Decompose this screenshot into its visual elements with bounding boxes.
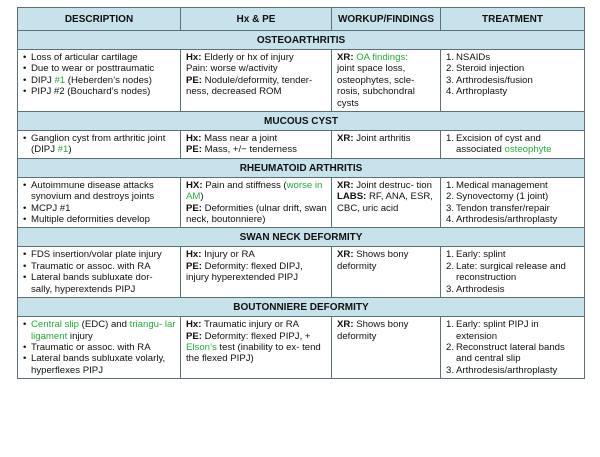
cell-text: Elderly or hx of injury <box>201 52 294 63</box>
cell-text: PIPJ #2 (Bouchard’s nodes) <box>31 86 151 98</box>
list-item <box>186 331 327 365</box>
cell-text: Early: splint <box>456 249 506 261</box>
cell-text: Arthroplasty <box>456 86 508 98</box>
cell-text: Arthrodesis <box>456 283 505 295</box>
hx-pe-cell <box>181 247 332 298</box>
highlight-text: osteophyte <box>504 144 552 156</box>
highlight-text: #1 <box>54 74 66 86</box>
text-block <box>186 249 327 283</box>
cell-text: Shows bony deformity <box>337 249 409 272</box>
cell-text: ) <box>200 191 204 203</box>
table-row <box>18 177 585 228</box>
text-block <box>186 52 327 98</box>
cell-text: Late: surgical release and reconstruction <box>456 260 566 284</box>
bullet-list <box>23 180 176 226</box>
cell-text: ) <box>68 144 72 156</box>
list-item <box>446 202 580 214</box>
text-block <box>186 319 327 365</box>
item-number: 1. <box>446 52 455 63</box>
cell-text: NSAIDs <box>456 52 491 63</box>
workup-cell <box>332 50 441 112</box>
cell-text: FDS insertion/volar plate injury <box>31 249 162 261</box>
field-label: PE: <box>186 144 202 156</box>
list-item <box>31 203 176 214</box>
list-item <box>337 133 436 144</box>
text-block <box>186 180 327 226</box>
field-label: Hx: <box>186 52 202 63</box>
cell-text: Synovectomy (1 joint) <box>456 191 549 203</box>
list-item <box>31 272 176 295</box>
text-block <box>186 133 327 156</box>
description-cell <box>18 50 181 112</box>
cell-text: Arthrodesis/fusion <box>456 74 533 86</box>
list-item <box>31 75 176 86</box>
field-label: Hx: <box>186 249 202 261</box>
text-block <box>337 180 436 214</box>
list-item <box>446 191 580 203</box>
header-hx-pe: Hx & PE <box>181 8 332 31</box>
header-workup: WORKUP/FINDINGS <box>332 8 441 31</box>
item-number: 1. <box>446 133 455 145</box>
cell-text: RF, ANA, ESR, CBC, uric acid <box>337 191 433 214</box>
list-item <box>186 144 327 155</box>
cell-text: injury <box>67 330 93 342</box>
field-label: XR: <box>337 179 354 191</box>
description-cell <box>18 131 181 159</box>
cell-text: Traumatic or assoc. with RA <box>31 260 151 272</box>
section-header-row <box>18 31 585 50</box>
highlight-text: OA findings: <box>356 52 408 63</box>
cell-text: rosis, subchondral <box>337 86 415 98</box>
list-item <box>337 319 436 342</box>
section-title: OSTEOARTHRITIS <box>18 31 585 50</box>
item-number: 2. <box>446 341 455 353</box>
header-treatment: TREATMENT <box>441 8 585 31</box>
list-item <box>337 52 436 63</box>
cell-text: Shows bony deformity <box>337 319 409 342</box>
list-item <box>31 86 176 97</box>
section-title: MUCOUS CYST <box>18 112 585 131</box>
cell-text: Reconstruct lateral bands and central slip <box>456 341 565 365</box>
list-item <box>186 180 327 203</box>
cell-text: (Heberden’s nodes) <box>65 74 152 86</box>
numbered-list <box>446 249 580 295</box>
cell-text: test (inability to ex- tend the flexed PIPJ) <box>186 341 321 365</box>
highlight-text: Elson’s <box>186 341 217 353</box>
cell-text: Autoimmune disease attacks synovium and destroys joints <box>31 179 155 203</box>
list-item <box>446 249 580 261</box>
cell-text: Lateral bands subluxate dor- sally, hyperextends PIPJ <box>31 272 153 295</box>
list-item <box>446 86 580 98</box>
field-label: XR: <box>337 319 354 331</box>
highlight-text: Central slip <box>31 319 79 331</box>
cell-text: Traumatic or assoc. with RA <box>31 341 151 353</box>
text-block <box>337 133 436 144</box>
numbered-list <box>446 52 580 98</box>
workup-cell <box>332 177 441 228</box>
list-item <box>446 214 580 226</box>
list-item <box>186 319 327 330</box>
header-row <box>18 8 585 31</box>
field-label: XR: <box>337 249 354 261</box>
list-item <box>446 179 580 191</box>
cell-text: Multiple deformities develop <box>31 214 150 226</box>
treatment-cell <box>441 50 585 112</box>
description-cell <box>18 247 181 298</box>
field-label: XR: <box>337 133 354 145</box>
section-title: RHEUMATOID ARTHRITIS <box>18 158 585 177</box>
bullet-list <box>23 249 176 295</box>
description-cell <box>18 177 181 228</box>
list-item <box>446 341 580 365</box>
field-label: Hx: <box>186 133 202 145</box>
item-number: 2. <box>446 260 455 272</box>
list-item <box>31 261 176 272</box>
cell-text: osteophytes, scle- <box>337 74 415 86</box>
table-row <box>18 131 585 159</box>
item-number: 1. <box>446 249 455 261</box>
cell-text: Tendon transfer/repair <box>456 202 550 214</box>
section-header-row <box>18 112 585 131</box>
list-item <box>446 260 580 284</box>
list-item <box>337 98 436 109</box>
highlight-text: triangu- lar ligament <box>31 319 176 342</box>
list-item <box>31 342 176 353</box>
section-header-row <box>18 228 585 247</box>
list-item <box>186 63 327 74</box>
item-number: 3. <box>446 202 455 214</box>
list-item <box>337 249 436 272</box>
list-item <box>446 364 580 376</box>
table-row <box>18 317 585 379</box>
bullet-list <box>23 52 176 98</box>
item-number: 4. <box>446 86 455 98</box>
list-item <box>337 180 436 191</box>
cell-text: DIPJ <box>31 74 55 86</box>
cell-text: Traumatic injury or RA <box>201 319 300 331</box>
item-number: 1. <box>446 319 455 331</box>
list-item <box>446 319 580 342</box>
field-label: PE: <box>186 202 202 214</box>
treatment-cell <box>441 177 585 228</box>
cell-text: Due to wear or posttraumatic <box>31 63 155 75</box>
table-container <box>17 7 584 379</box>
list-item <box>31 63 176 74</box>
text-block <box>337 52 436 109</box>
list-item <box>186 75 327 86</box>
item-number: 3. <box>446 364 455 376</box>
item-number: 2. <box>446 63 455 75</box>
hx-pe-cell <box>181 50 332 112</box>
cell-text: Ganglion cyst from arthritic joint (DIPJ <box>31 133 166 156</box>
cell-text: Joint destruc- tion <box>353 179 432 191</box>
numbered-list <box>446 180 580 226</box>
bullet-list <box>23 133 176 156</box>
bullet-list <box>23 319 176 376</box>
cell-text: Early: splint PIPJ in extension <box>456 319 539 342</box>
section-title: SWAN NECK DEFORMITY <box>18 228 585 247</box>
list-item <box>31 249 176 260</box>
treatment-cell <box>441 247 585 298</box>
cell-text: joint space loss, <box>337 63 406 75</box>
item-number: 3. <box>446 74 455 86</box>
cell-text: cysts <box>337 97 359 109</box>
field-label: PE: <box>186 74 202 86</box>
workup-cell <box>332 247 441 298</box>
cell-text: Medical management <box>456 179 548 191</box>
list-item <box>446 283 580 295</box>
list-item <box>186 203 327 226</box>
treatment-cell <box>441 131 585 159</box>
list-item <box>337 86 436 97</box>
numbered-list <box>446 319 580 376</box>
cell-text: Injury or RA <box>201 249 255 261</box>
cell-text: ness, decreased ROM <box>186 86 282 98</box>
list-item <box>31 319 176 342</box>
list-item <box>31 133 176 156</box>
cell-text: Loss of articular cartilage <box>31 52 138 63</box>
list-item <box>337 191 436 214</box>
cell-text: Joint arthritis <box>353 133 411 145</box>
table-row <box>18 50 585 112</box>
item-number: 4. <box>446 214 455 226</box>
cell-text: Deformities (ulnar drift, swan neck, boutonniere) <box>186 202 327 226</box>
list-item <box>186 133 327 144</box>
hx-pe-cell <box>181 131 332 159</box>
cell-text: Mass, +/− tenderness <box>202 144 297 156</box>
list-item <box>446 133 580 156</box>
treatment-cell <box>441 317 585 379</box>
field-label: XR: <box>337 52 354 63</box>
cell-text: Pain and stiffness ( <box>202 179 287 191</box>
cell-text: Pain: worse w/activity <box>186 63 278 75</box>
cell-text: Arthrodesis/arthroplasty <box>456 364 558 376</box>
highlight-text: worse in AM <box>186 179 323 203</box>
field-label: HX: <box>186 179 203 191</box>
workup-cell <box>332 317 441 379</box>
cell-text: Excision of cyst and associated <box>456 133 541 156</box>
numbered-list <box>446 133 580 156</box>
list-item <box>186 261 327 284</box>
text-block <box>337 249 436 272</box>
field-label: Hx: <box>186 319 202 331</box>
description-cell <box>18 317 181 379</box>
highlight-text: #1 <box>57 144 69 156</box>
list-item <box>337 63 436 74</box>
list-item <box>186 249 327 260</box>
table-body <box>18 31 585 379</box>
list-item <box>446 52 580 63</box>
text-block <box>337 319 436 342</box>
cell-text: Deformity: flexed DIPJ, injury hyperextended PIPJ <box>186 260 303 284</box>
list-item <box>446 74 580 86</box>
cell-text: Deformity: flexed PIPJ, + <box>202 330 311 342</box>
hx-pe-cell <box>181 177 332 228</box>
cell-text: (EDC) and <box>79 319 130 331</box>
hand-conditions-table <box>17 7 585 379</box>
workup-cell <box>332 131 441 159</box>
section-header-row <box>18 298 585 317</box>
list-item <box>31 214 176 225</box>
list-item <box>186 52 327 63</box>
list-item <box>446 63 580 75</box>
field-label: LABS: <box>337 191 367 203</box>
cell-text: Lateral bands subluxate volarly, hyperflexes PIPJ <box>31 353 166 376</box>
list-item <box>186 86 327 97</box>
header-description: DESCRIPTION <box>18 8 181 31</box>
cell-text: Mass near a joint <box>201 133 278 145</box>
hx-pe-cell <box>181 317 332 379</box>
list-item <box>337 75 436 86</box>
cell-text: MCPJ #1 <box>31 202 71 214</box>
section-header-row <box>18 158 585 177</box>
cell-text: Arthrodesis/arthroplasty <box>456 214 558 226</box>
list-item <box>31 353 176 376</box>
item-number: 3. <box>446 283 455 295</box>
item-number: 2. <box>446 191 455 203</box>
field-label: PE: <box>186 260 202 272</box>
cell-text: Nodule/deformity, tender- <box>202 74 313 86</box>
field-label: PE: <box>186 330 202 342</box>
section-title: BOUTONNIERE DEFORMITY <box>18 298 585 317</box>
item-number: 1. <box>446 179 455 191</box>
list-item <box>31 180 176 203</box>
cell-text: Steroid injection <box>456 63 525 75</box>
table-row <box>18 247 585 298</box>
list-item <box>31 52 176 63</box>
